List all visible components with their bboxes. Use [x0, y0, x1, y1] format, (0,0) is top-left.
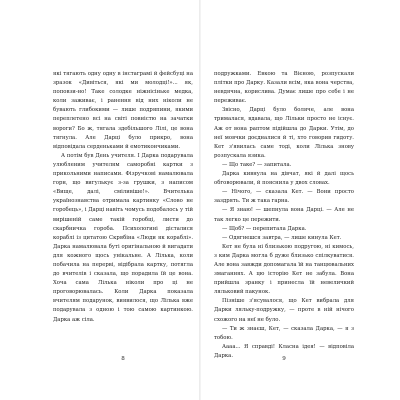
page-gutter	[199, 0, 201, 400]
left-page-number: 8	[121, 356, 125, 362]
right-paragraph-6: — Я знаю! — шепнула вона Дарці. — Але не так легко це пережити.	[214, 207, 354, 223]
right-paragraph-5: — Нічого, — сказала Кет. — Вони просто заздрять. Ти ж така гарна.	[214, 189, 354, 205]
right-paragraph-7: — Щоб? — перепитала Дарка.	[222, 225, 307, 232]
right-paragraph-12: Аааа... Я справді! Класна ідея! — відповіла Дарка.	[214, 343, 354, 359]
left-paragraph-1: які тягають одну одну в інстаграмі й фейсбуці на зразок «Дивіться, які ми молодці!»... як, поповзи-но! Таке солодке ніжнісіньке медка, коли заживає, і ранення від них ніколи не бувають глибокими — лише подряпини, якими переплетено всі на світі повністю на зачатки вороги? Бо ж, тягала здебільшого Лілі, це вона тягнула. Але Дарці було прикро, вона відповідала серденьками й емотикончиками.	[53, 71, 193, 150]
left-page	[53, 70, 193, 325]
right-paragraph-2: Звісно, Дарці було боляче, але вона трималася, вдавала, що Лільки просто не існує. Аж от вона раптом підійшла до Дарки. Утім, до неї мовчки доєдналися й ті, хто говорив гидоту. Кет з'явилась саме тоді, коли Лілька знову розпускала язика.	[214, 107, 354, 159]
right-page-number: 9	[282, 356, 286, 362]
right-paragraph-4: Дарка кивнула на дівчат, які й далі щось обговорювали, й пояснила у двох словах.	[214, 171, 354, 187]
right-paragraph-8: — Одягнешся завтра, — лише кинула Кет.	[222, 234, 342, 241]
right-paragraph-10: Пізніше з'ясувалося, що Кет вибрала для Дарки ляльку-подружку, — проте в ній нічого схожого на неї не було.	[214, 298, 354, 323]
right-paragraph-1: подружками. Евкою та Вієною, розпускали плітки про Дарку. Казали всім, яка вона черства, невдячна, корислива. Думає лише про себе і не переживає.	[214, 71, 354, 105]
right-paragraph-11: — Ти ж знаєш, Кет, — сказала Дарка, — я з тобою.	[214, 325, 354, 341]
right-page	[214, 70, 354, 361]
left-paragraph-2: А потім був День учителя. І Дарка подарувала улюбленим учителям саморобні картки з прикольними написами. Фізручкові намалювала горн, що вигулькує з-за грушки, з написом «Вище, далі, сміливіше!». Вчителька українознавства отримала картинку «Слово не горобець», і Дарці навіть чомусь подобалось у тій вирішеній саме такій горобці, листи до скарбничка гороба. Психологині дісталися кораблі із цитатою Скрябіна «Люди як кораблі». Дарка намалювала буті оригінальною й вигадати для кожного щось унікальне. А Лілька, коли побачила на перерві, відібрала картку, потягла до вчителів і сказала, що порадила їй це вона. Хоча сама Лілька ніколи про ці не проговорювалась. Коли Дарка показала вчителям подарунок, виявилося, що Лілька вже подарувала з одною і тою самою картинкою. Дарка аж сіла.	[53, 152, 193, 323]
right-paragraph-3: — Що таке? — запитала.	[222, 161, 292, 168]
right-paragraph-9: Кет не була ні близькою подругою, ні кимось, з ким Дарка могла б дуже близько спілкуватися. Але вона завжди допомагала їй на танцювальних змаганнях. А цю історію Кет не забула. Вона прийшла зранку і принесла їй невеличкий ляльковий пакунок.	[214, 243, 354, 296]
